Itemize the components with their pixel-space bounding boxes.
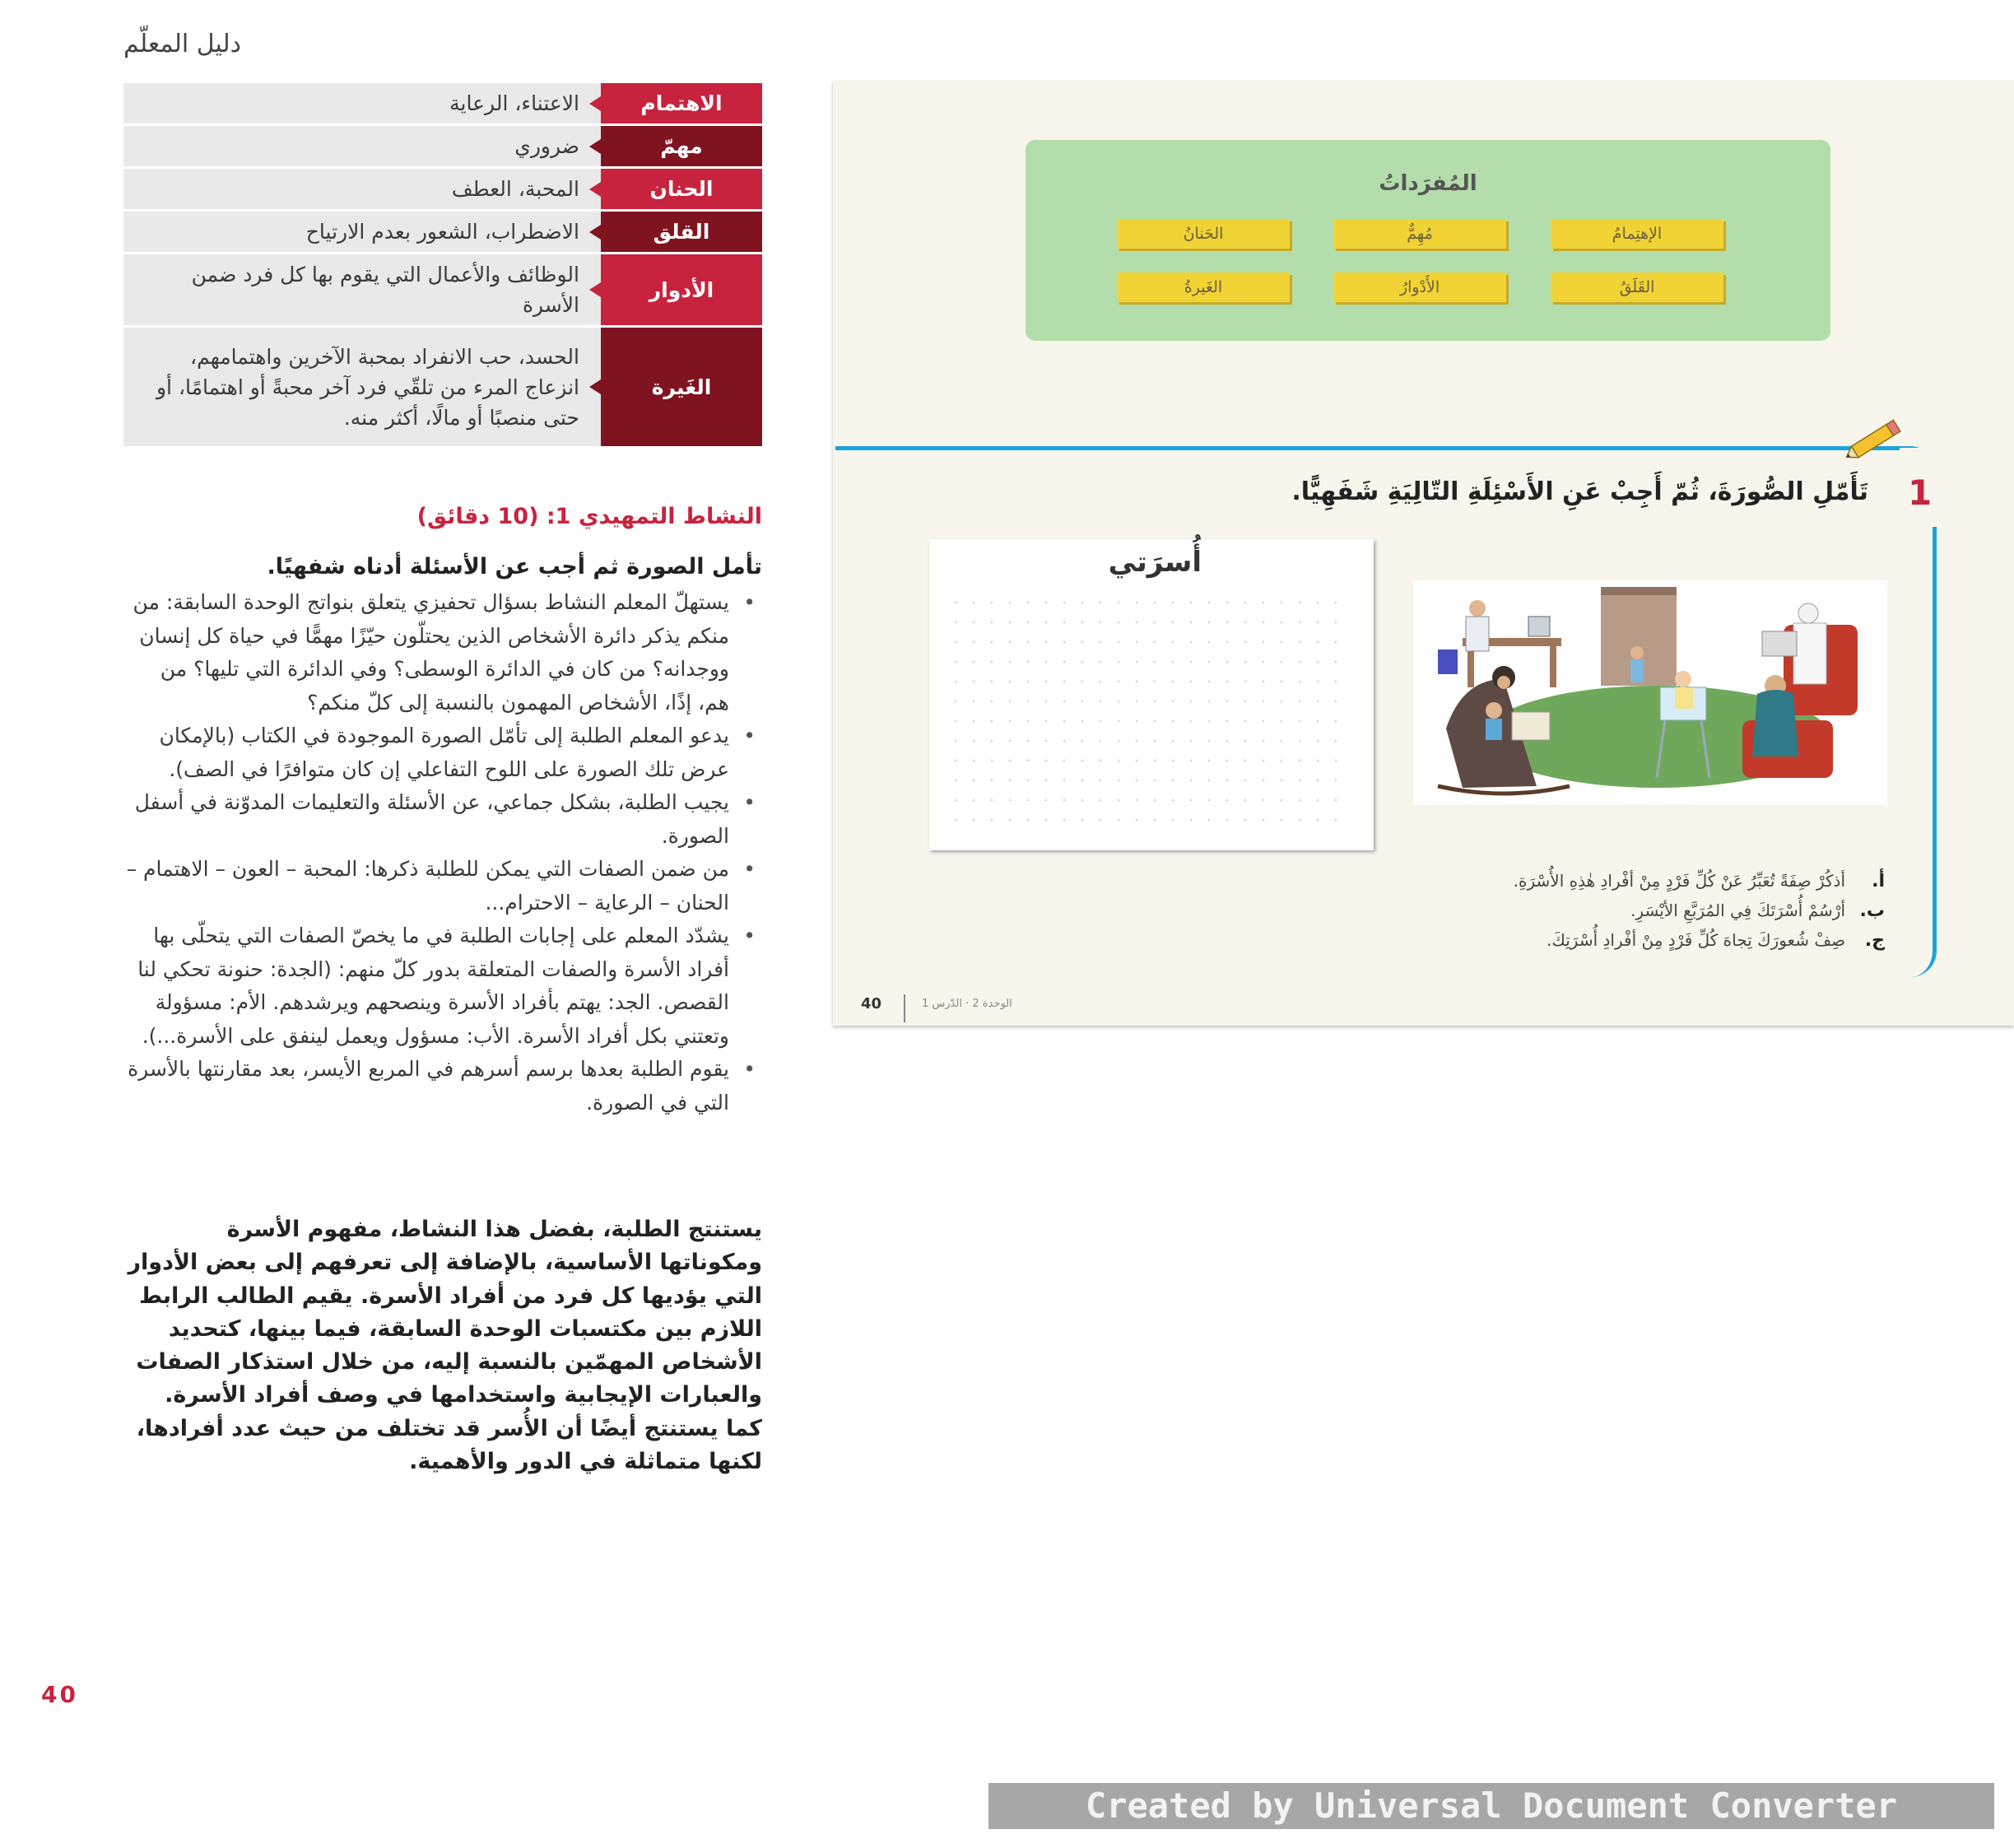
list-item: • من ضمن الصفات التي يمكن للطلبة ذكرها: المحبة – العون – الاهتمام – الحنان – الرعاية – الاحترام... [123,853,762,919]
page-number: 40 [41,1681,78,1708]
sub-question [1317,930,1885,951]
vocab-term: الحنان [601,169,762,209]
table-row [123,83,762,123]
textbook-page-number: 40 [861,995,882,1012]
vocab-term: الاهتمام [601,83,762,123]
list-item: • يستهلّ المعلم النشاط بسؤال تحفيزي يتعلق بنواتج الوحدة السابقة: من منكم يذكر دائرة الأشخاص الذين يحتلّون حيّزًا مهمًّا في حياة كل إنسان ووجدانه؟ من كان في الدائرة الوسطى؟ وفي الدائرة التي تليها؟ من هم، إذًا، الأشخاص المهمون بالنسبة إلى كلّ منكم؟ [123,586,762,719]
sub-question-text: صِفْ شُعورَكَ تِجاهَ كُلِّ فَرْدٍ مِنْ أفْرادِ أُسْرَتِكَ. [1547,930,1845,950]
sub-question-label: ج. [1864,930,1885,951]
sub-question-label: ب. [1859,901,1885,921]
sub-question-text: أذكُرْ صِفَةً تُعَبِّرُ عَنْ كُلِّ فَرْدٍ مِنْ أفْرادِ هٰذِهِ الأُسْرَةِ. [1513,871,1845,891]
vocabulary-heading: المُفرَداتُ [1379,171,1477,196]
vocab-definition: الاضطراب، الشعور بعدم الارتياح [123,212,601,252]
table-row [123,212,762,252]
question-number: 1 [1908,472,1933,513]
sub-question-text: أرْسُمْ أُسْرَتَكَ فِي المُرَبَّعِ الأيْسَرِ. [1630,901,1845,920]
drawing-box-title: أُسرَتي [1108,546,1202,579]
activity-bullets [123,586,762,1120]
sub-question-label: أ. [1872,871,1885,891]
vocab-definition: الاعتناء، الرعاية [123,83,601,123]
converter-watermark: Created by Universal Document Converter [988,1783,1994,1829]
table-row [123,328,762,446]
footer-divider [904,994,905,1022]
vocab-term: الأدوار [601,254,762,325]
question-title: تَأَمّلِ الصُّورَةَ، ثُمّ أَجِبْ عَنِ الأَسْئِلَةِ التّالِيَةِ شَفَهِيًّا. [1291,477,1868,506]
pencil-icon [1842,413,1908,468]
vocab-chip: الحَنانُ [1117,219,1290,249]
vocab-chip: الغَيرةُ [1117,272,1290,302]
guide-title: دليل المعلّم [123,30,241,58]
vocab-chip: القَلَقُ [1551,272,1723,302]
vocab-term: مهمّ [601,126,762,166]
list-item: • يدعو المعلم الطلبة إلى تأمّل الصورة الموجودة في الكتاب (بالإمكان عرض تلك الصورة على اللوح التفاعلي إن كان متوافرًا في الصف). [123,719,762,786]
list-item: • يجيب الطلبة، بشكل جماعي، عن الأسئلة والتعليمات المدوّنة في أسفل الصورة. [123,786,762,853]
list-item: • يقوم الطلبة بعدها برسم أسرهم في المربع الأيسر، بعد مقارنتها بالأسرة التي في الصورة. [123,1053,762,1120]
dot-grid [947,593,1350,827]
activity-intro: تأمل الصورة ثم أجب عن الأسئلة أدناه شفهيًا. [267,554,762,580]
vocab-chip: مُهِمٌّ [1333,219,1506,249]
list-item: • يشدّد المعلم على إجابات الطلبة في ما يخصّ الصفات التي يتحلّى بها أفراد الأسرة والصفات المتعلقة بدور كلّ منهم: (الجدة: حنونة تحكي لنا القصص. الجد: يهتم بأفراد الأسرة وينصحهم ويرشدهم. الأم: مسؤولة وتعتني بكل أفراد الأسرة. الأب: مسؤول ويعمل لينفق على الأسرة...). [123,919,762,1053]
vocab-chip: الأَدْوارُ [1333,272,1506,302]
sub-question [1317,871,1885,891]
activity-summary: يستنتج الطلبة، بفضل هذا النشاط، مفهوم الأسرة ومكوناتها الأساسية، بالإضافة إلى تعرفهم إلى بعض الأدوار التي يؤديها كل فرد من أفراد الأسرة. يقيم الطالب الرابط اللازم بين مكتسبات الوحدة السابقة، فيما بينها، كتحديد الأشخاص المهمّين بالنسبة إليه، من خلال استذكار الصفات والعبارات الإيجابية واستخدامها في وصف أفراد الأسرة. كما يستنتج أيضًا أن الأُسر قد تختلف من حيث عدد أفرادها، لكنها متماثلة في الدور والأهمية. [128,1217,762,1475]
vocab-definition: الحسد، حب الانفراد بمحبة الآخرين واهتمامهم، انزعاج المرء من تلقّي فرد آخر محبةً أو اهتمامًا، أو حتى منصبًا أو مالًا، أكثر منه. [123,328,601,446]
vocab-definition: ضروري [123,126,601,166]
table-row [123,169,762,209]
unit-label: الوحدة 2 · الدّرس 1 [922,998,1012,1010]
vocabulary-table [123,81,762,449]
table-row [123,254,762,325]
sub-question [1317,901,1885,921]
vocab-term: القلق [601,212,762,252]
vocab-term: الغَيرة [601,328,762,446]
table-row [123,126,762,166]
activity-title: النشاط التمهيدي 1: (10 دقائق) [416,504,762,529]
vocab-chip: الإهتِمامُ [1551,219,1723,249]
family-illustration [1413,580,1887,805]
vocab-definition: المحبة، العطف [123,169,601,209]
vocab-definition: الوظائف والأعمال التي يقوم بها كل فرد ضمن الأسرة [123,254,601,325]
